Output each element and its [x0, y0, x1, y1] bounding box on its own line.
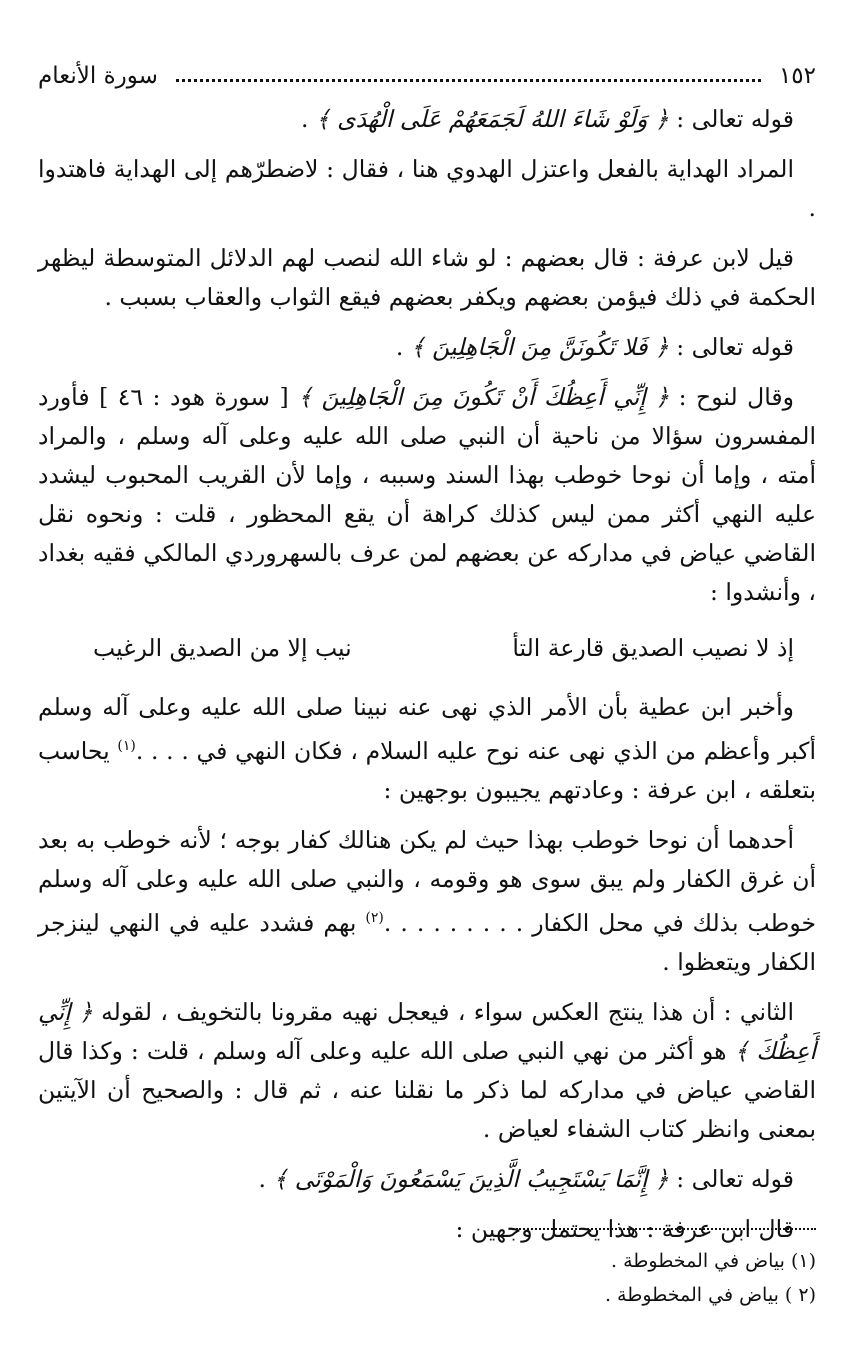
page-header [38, 58, 816, 94]
quran-quote: ﴿ إِنِّي أَعِظُكَ أَنْ تَكُونَ مِنَ الْجَاهِلِينَ ﴾ [298, 383, 670, 411]
verse-second-hemistich: نيب إلا من الصديق الرغيب [93, 634, 352, 662]
paragraph-6: وأخبر ابن عطية بأن الأمر الذي نهى عنه نبينا صلى الله عليه وعلى آله وسلم أكبر وأعظم من الذي نهى عنه نوح عليه السلام ، فكان النهي في . . . .$^{(١)}$ يحاسب بتعلقه ، ابن عرفة : وعادتهم يجيبون بوجهين : [38, 693, 817, 804]
paragraph-3: قيل لابن عرفة : قال بعضهم : لو شاء الله لنصب لهم الدلائل المتوسطة ليظهر الحكمة في ذلك فيؤمن بعضهم ويكفر بعضهم فيقع الثواب والعقاب بسبب . [38, 244, 816, 311]
surah-title: سورة الأنعام [38, 63, 158, 89]
footnotes [38, 1228, 816, 1312]
paragraph-7: أحدهما أن نوحا خوطب بهذا حيث لم يكن هنالك كفار بوجه ؛ لأنه خوطب به بعد أن غرق الكفار ولم يبق سوى هو وقومه ، والنبي صلى الله عليه وعلى آله وسلم خوطب بذلك في محل الكفار . . . . . . . . .$^{(٢)}$ بهم فشدد عليه في النهي لينزجر الكفار ويتعظوا . [38, 825, 816, 976]
paragraph-8: الثاني : أن هذا ينتج العكس سواء ، فيعجل نهيه مقرونا بالتخويف ، لقوله ﴿ إِنِّي أَعِظُكَ ﴾ هو أكثر من نهي النبي صلى الله عليه وعلى آله وسلم ، قلت : وكذا قال القاضي عياض في مداركه لما ذكر ما نقلنا عنه ، ثم قال : والصحيح أن الآيتين بمعنى وانظر كتاب الشفاء لعياض . [38, 997, 816, 1143]
paragraph-5: وقال لنوح : ﴿ إِنِّي أَعِظُكَ أَنْ تَكُونَ مِنَ الْجَاهِلِينَ ﴾ [ سورة هود : ٤٦ ] فأورد المفسرون سؤالا من ناحية أن النبي صلى الله عليه وعلى آله وسلم ، والمراد أمته ، وإما أن نوحا خوطب بهذا السند وسببه ، وإما لأن القريب المحبوب ليشدد عليه النهي أكثر ممن ليس كذلك كراهة أن يقع المحظور ، قلت : ونحوه نقل القاضي عياض في مداركه عن بعضهم لمن عرف بالسهروردي المالكي فقيه بغداد ، وأنشدوا : [38, 383, 816, 606]
poetry-verse [38, 623, 816, 674]
paragraph-10: قال ابن عرفة : هذا يحتمل وجهين : [455, 1214, 794, 1243]
quran-quote: ﴿ إِنَّمَا يَسْتَجِيبُ الَّذِينَ يَسْمَعُونَ وَالْمَوْتَى ﴾ [273, 1164, 669, 1193]
page-number: ١٥٢ [778, 63, 816, 89]
quran-quote: ﴿ فَلا تَكُونَنَّ مِنَ الْجَاهِلِينَ ﴾ [410, 333, 669, 361]
footnote-mark: (٢) [365, 909, 384, 926]
page-body [38, 100, 816, 1260]
paragraph-4: قوله تعالى : ﴿ فَلا تَكُونَنَّ مِنَ الْجَاهِلِينَ ﴾ . [395, 333, 794, 361]
footnote-2: (٢ ) بياض في المخطوطة . [604, 1284, 816, 1306]
verse-first-hemistich: إذ لا نصيب الصديق قارعة التأ [512, 634, 794, 662]
footnote-mark: (١) [117, 738, 136, 754]
quran-quote: ﴿ إِنِّي أَعِظُكَ ﴾ [38, 997, 816, 1065]
quran-quote: ﴿ وَلَوْ شَاءَ اللهُ لَجَمَعَهُمْ عَلَى الْهُدَى ﴾ [315, 105, 669, 133]
header-dotted-rule [176, 79, 761, 82]
paragraph-1: قوله تعالى : ﴿ وَلَوْ شَاءَ اللهُ لَجَمَعَهُمْ عَلَى الْهُدَى ﴾ . [300, 105, 794, 133]
paragraph-2: المراد الهداية بالفعل واعتزل الهدوي هنا ، فقال : لاضطرّهم إلى الهداية فاهتدوا . [38, 155, 816, 222]
footnote-separator [516, 1228, 816, 1230]
paragraph-9: قوله تعالى : ﴿ إِنَّمَا يَسْتَجِيبُ الَّذِينَ يَسْمَعُونَ وَالْمَوْتَى ﴾ . [258, 1164, 794, 1193]
footnote-1: (١) بياض في المخطوطة . [611, 1250, 816, 1272]
